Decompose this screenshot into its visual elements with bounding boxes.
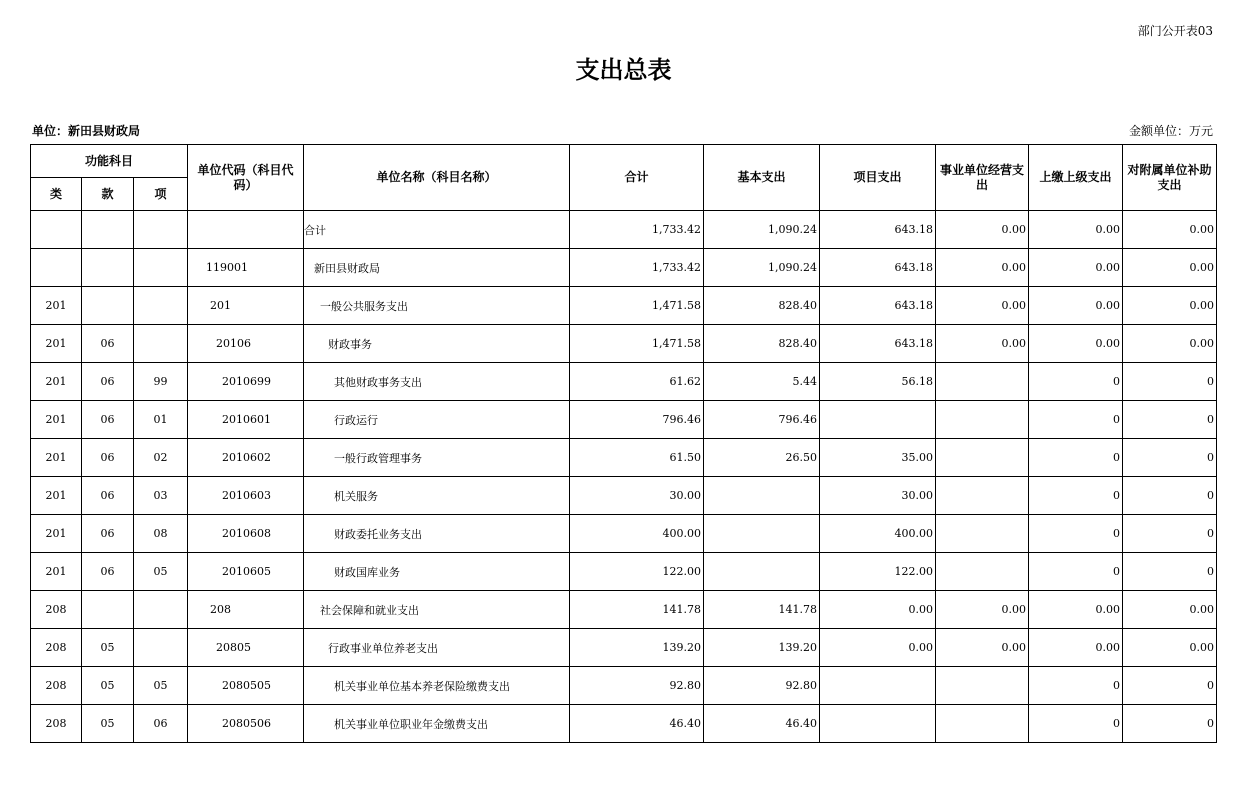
cell-subsidy: 0 (1123, 705, 1217, 743)
cell-name: 新田县财政局 (304, 249, 570, 287)
cell-project: 35.00 (820, 439, 936, 477)
cell-project (820, 705, 936, 743)
cell-upper: 0 (1029, 363, 1123, 401)
cell-upper: 0.00 (1029, 629, 1123, 667)
unit-label: 单位：新田县财政局 (32, 124, 141, 138)
cell-lei: 208 (31, 591, 82, 629)
cell-xiang (134, 325, 188, 363)
cell-upper: 0.00 (1029, 325, 1123, 363)
table-row (31, 325, 1217, 363)
cell-total: 46.40 (570, 705, 704, 743)
cell-total: 796.46 (570, 401, 704, 439)
cell-code: 2010699 (188, 363, 304, 401)
cell-business (936, 553, 1029, 591)
cell-kuan (82, 591, 134, 629)
cell-code: 2010608 (188, 515, 304, 553)
cell-basic: 1,090.24 (704, 249, 820, 287)
cell-lei: 201 (31, 515, 82, 553)
cell-name: 一般行政管理事务 (304, 439, 570, 477)
cell-upper: 0.00 (1029, 287, 1123, 325)
cell-lei (31, 211, 82, 249)
cell-basic: 141.78 (704, 591, 820, 629)
table-row (31, 401, 1217, 439)
cell-kuan (82, 249, 134, 287)
cell-kuan: 06 (82, 515, 134, 553)
cell-lei: 208 (31, 705, 82, 743)
cell-basic: 139.20 (704, 629, 820, 667)
header-basic: 基本支出 (704, 145, 820, 211)
cell-xiang (134, 249, 188, 287)
table-row (31, 553, 1217, 591)
cell-total: 400.00 (570, 515, 704, 553)
cell-total: 1,471.58 (570, 287, 704, 325)
cell-business: 0.00 (936, 249, 1029, 287)
cell-upper: 0.00 (1029, 249, 1123, 287)
cell-business: 0.00 (936, 211, 1029, 249)
cell-code: 20106 (188, 325, 304, 363)
cell-name: 行政事业单位养老支出 (304, 629, 570, 667)
expenditure-table (30, 144, 1217, 743)
header-subsidy: 对附属单位补助支出 (1123, 145, 1217, 211)
table-row (31, 211, 1217, 249)
cell-total: 139.20 (570, 629, 704, 667)
cell-kuan (82, 287, 134, 325)
cell-xiang: 08 (134, 515, 188, 553)
cell-kuan: 06 (82, 325, 134, 363)
cell-subsidy: 0 (1123, 439, 1217, 477)
cell-name: 行政运行 (304, 401, 570, 439)
cell-kuan: 05 (82, 705, 134, 743)
header-business: 事业单位经营支出 (936, 145, 1029, 211)
cell-subsidy: 0 (1123, 363, 1217, 401)
cell-subsidy: 0 (1123, 515, 1217, 553)
cell-total: 92.80 (570, 667, 704, 705)
cell-subsidy: 0.00 (1123, 629, 1217, 667)
cell-code: 20805 (188, 629, 304, 667)
cell-business: 0.00 (936, 287, 1029, 325)
cell-business (936, 667, 1029, 705)
cell-project (820, 667, 936, 705)
cell-name: 其他财政事务支出 (304, 363, 570, 401)
cell-subsidy: 0 (1123, 667, 1217, 705)
cell-business: 0.00 (936, 629, 1029, 667)
table-row (31, 667, 1217, 705)
cell-basic: 5.44 (704, 363, 820, 401)
cell-project: 400.00 (820, 515, 936, 553)
cell-project: 643.18 (820, 287, 936, 325)
cell-total: 1,733.42 (570, 249, 704, 287)
cell-lei: 201 (31, 477, 82, 515)
cell-basic: 26.50 (704, 439, 820, 477)
cell-total: 30.00 (570, 477, 704, 515)
cell-project: 122.00 (820, 553, 936, 591)
cell-xiang: 02 (134, 439, 188, 477)
cell-code: 208 (188, 591, 304, 629)
cell-xiang (134, 629, 188, 667)
cell-code: 2010605 (188, 553, 304, 591)
cell-kuan: 06 (82, 477, 134, 515)
cell-name: 合计 (304, 211, 570, 249)
table-row (31, 363, 1217, 401)
cell-basic (704, 553, 820, 591)
header-kuan: 款 (82, 178, 134, 211)
cell-business (936, 439, 1029, 477)
cell-code: 2010601 (188, 401, 304, 439)
cell-project: 0.00 (820, 591, 936, 629)
cell-lei: 201 (31, 401, 82, 439)
cell-total: 61.50 (570, 439, 704, 477)
cell-name: 财政委托业务支出 (304, 515, 570, 553)
cell-kuan: 05 (82, 667, 134, 705)
cell-subsidy: 0 (1123, 401, 1217, 439)
cell-subsidy: 0.00 (1123, 591, 1217, 629)
cell-xiang: 03 (134, 477, 188, 515)
cell-business (936, 515, 1029, 553)
cell-upper: 0 (1029, 401, 1123, 439)
table-row (31, 439, 1217, 477)
cell-xiang: 05 (134, 667, 188, 705)
cell-business (936, 363, 1029, 401)
header-func-subject: 功能科目 (31, 145, 188, 178)
cell-project: 0.00 (820, 629, 936, 667)
cell-upper: 0 (1029, 477, 1123, 515)
cell-basic: 796.46 (704, 401, 820, 439)
cell-basic: 46.40 (704, 705, 820, 743)
cell-total: 1,733.42 (570, 211, 704, 249)
cell-upper: 0 (1029, 439, 1123, 477)
cell-business (936, 705, 1029, 743)
cell-name: 一般公共服务支出 (304, 287, 570, 325)
cell-upper: 0.00 (1029, 591, 1123, 629)
cell-subsidy: 0 (1123, 553, 1217, 591)
cell-code: 2080505 (188, 667, 304, 705)
cell-code: 2080506 (188, 705, 304, 743)
cell-kuan: 06 (82, 363, 134, 401)
cell-xiang (134, 287, 188, 325)
cell-project (820, 401, 936, 439)
table-row (31, 591, 1217, 629)
cell-code: 2010603 (188, 477, 304, 515)
cell-lei: 201 (31, 363, 82, 401)
cell-lei: 208 (31, 629, 82, 667)
cell-kuan: 06 (82, 553, 134, 591)
table-row (31, 249, 1217, 287)
cell-lei: 201 (31, 325, 82, 363)
cell-xiang: 99 (134, 363, 188, 401)
cell-name: 财政国库业务 (304, 553, 570, 591)
header-project: 项目支出 (820, 145, 936, 211)
cell-project: 30.00 (820, 477, 936, 515)
cell-lei: 201 (31, 287, 82, 325)
cell-basic (704, 477, 820, 515)
table-row (31, 629, 1217, 667)
cell-code: 201 (188, 287, 304, 325)
cell-name: 机关服务 (304, 477, 570, 515)
cell-total: 141.78 (570, 591, 704, 629)
cell-xiang: 06 (134, 705, 188, 743)
header-lei: 类 (31, 178, 82, 211)
cell-business (936, 401, 1029, 439)
header-unit-code: 单位代码（科目代码） (188, 145, 304, 211)
cell-code: 119001 (188, 249, 304, 287)
cell-name: 机关事业单位基本养老保险缴费支出 (304, 667, 570, 705)
cell-code: 2010602 (188, 439, 304, 477)
cell-xiang: 01 (134, 401, 188, 439)
cell-basic: 828.40 (704, 325, 820, 363)
cell-lei (31, 249, 82, 287)
cell-lei: 201 (31, 439, 82, 477)
header-unit-name: 单位名称（科目名称） (304, 145, 570, 211)
cell-xiang (134, 211, 188, 249)
cell-upper: 0 (1029, 705, 1123, 743)
cell-project: 56.18 (820, 363, 936, 401)
cell-project: 643.18 (820, 325, 936, 363)
page-title: 支出总表 (575, 56, 672, 84)
cell-kuan: 06 (82, 439, 134, 477)
cell-name: 财政事务 (304, 325, 570, 363)
cell-subsidy: 0.00 (1123, 287, 1217, 325)
table-row (31, 515, 1217, 553)
cell-xiang: 05 (134, 553, 188, 591)
cell-project: 643.18 (820, 249, 936, 287)
cell-lei: 208 (31, 667, 82, 705)
cell-lei: 201 (31, 553, 82, 591)
amount-unit-label: 金额单位：万元 (1128, 124, 1213, 138)
cell-business: 0.00 (936, 325, 1029, 363)
header-upper: 上缴上级支出 (1029, 145, 1123, 211)
cell-code (188, 211, 304, 249)
table-row (31, 705, 1217, 743)
cell-business: 0.00 (936, 591, 1029, 629)
cell-total: 1,471.58 (570, 325, 704, 363)
cell-subsidy: 0 (1123, 477, 1217, 515)
cell-upper: 0 (1029, 553, 1123, 591)
cell-name: 社会保障和就业支出 (304, 591, 570, 629)
cell-basic: 828.40 (704, 287, 820, 325)
cell-total: 61.62 (570, 363, 704, 401)
table-row (31, 287, 1217, 325)
cell-upper: 0.00 (1029, 211, 1123, 249)
cell-upper: 0 (1029, 515, 1123, 553)
form-number: 部门公开表03 (1137, 24, 1213, 38)
cell-xiang (134, 591, 188, 629)
table-row (31, 477, 1217, 515)
cell-name: 机关事业单位职业年金缴费支出 (304, 705, 570, 743)
cell-project: 643.18 (820, 211, 936, 249)
cell-subsidy: 0.00 (1123, 325, 1217, 363)
cell-basic: 92.80 (704, 667, 820, 705)
header-xiang: 项 (134, 178, 188, 211)
cell-kuan: 05 (82, 629, 134, 667)
cell-kuan (82, 211, 134, 249)
header-total: 合计 (570, 145, 704, 211)
cell-business (936, 477, 1029, 515)
cell-upper: 0 (1029, 667, 1123, 705)
cell-basic (704, 515, 820, 553)
cell-total: 122.00 (570, 553, 704, 591)
cell-kuan: 06 (82, 401, 134, 439)
cell-basic: 1,090.24 (704, 211, 820, 249)
cell-subsidy: 0.00 (1123, 249, 1217, 287)
cell-subsidy: 0.00 (1123, 211, 1217, 249)
